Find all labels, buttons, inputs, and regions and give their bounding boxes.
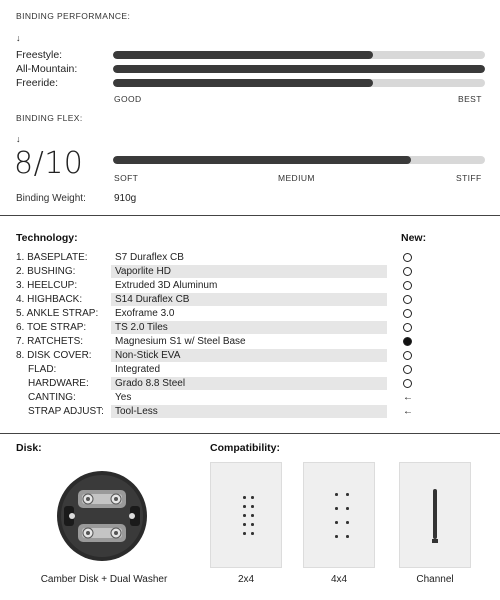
disk-heading: Disk: <box>16 442 42 454</box>
technology-label: CANTING: <box>28 392 76 403</box>
rating-bar-freeride <box>113 79 485 87</box>
new-heading: New: <box>401 232 427 244</box>
compat-caption-2x4: 2x4 <box>237 574 255 585</box>
open-circle-icon <box>403 253 412 262</box>
technology-value: S7 Duraflex CB <box>115 252 184 263</box>
open-circle-icon <box>403 351 412 360</box>
technology-label: 3. HEELCUP: <box>16 280 78 291</box>
open-circle-icon <box>403 379 412 388</box>
compat-caption-channel: Channel <box>416 574 454 585</box>
technology-value: Integrated <box>115 364 161 375</box>
technology-row <box>0 335 500 349</box>
technology-value: Grado 8.8 Steel <box>115 378 186 389</box>
technology-label: 7. RATCHETS: <box>16 336 84 347</box>
technology-value: Tool-Less <box>115 406 158 417</box>
open-circle-icon <box>403 323 412 332</box>
rating-label-freestyle: Freestyle: <box>16 49 63 61</box>
filled-circle-icon <box>403 337 412 346</box>
technology-label: 2. BUSHING: <box>16 266 76 277</box>
open-circle-icon <box>403 267 412 276</box>
open-circle-icon <box>403 281 412 290</box>
rating-bar-all-mountain <box>113 65 485 73</box>
technology-label: HARDWARE: <box>28 378 89 389</box>
flex-heading: BINDING FLEX: <box>16 113 83 123</box>
open-circle-icon <box>403 365 412 374</box>
technology-value: Non-Stick EVA <box>115 350 181 361</box>
technology-row <box>0 349 500 363</box>
technology-heading: Technology: <box>16 232 78 244</box>
scale-low-label: GOOD <box>114 94 142 104</box>
weight-label: Binding Weight: <box>16 193 86 204</box>
flex-bar-fill <box>113 156 411 164</box>
rating-bar-fill <box>113 65 485 73</box>
technology-label: 5. ANKLE STRAP: <box>16 308 99 319</box>
technology-label: FLAD: <box>28 364 57 375</box>
technology-row <box>0 279 500 293</box>
technology-value: Vaporlite HD <box>115 266 171 277</box>
technology-value: Magnesium S1 w/ Steel Base <box>115 336 246 347</box>
technology-value: Exoframe 3.0 <box>115 308 175 319</box>
technology-row <box>0 321 500 335</box>
flex-value: 8/10 <box>14 146 84 181</box>
flex-scale-low: SOFT <box>114 173 139 183</box>
section-divider <box>0 433 500 434</box>
down-arrow-icon: ↓ <box>16 134 21 144</box>
weight-value: 910g <box>114 193 137 204</box>
technology-label: 6. TOE STRAP: <box>16 322 87 333</box>
rating-bar-fill <box>113 51 373 59</box>
compat-caption-4x4: 4x4 <box>330 574 348 585</box>
disk-caption: Camber Disk + Dual Washer <box>40 574 168 585</box>
technology-value: Extruded 3D Aluminum <box>115 280 218 291</box>
compatibility-heading: Compatibility: <box>210 442 280 454</box>
flex-scale-high: STIFF <box>456 173 482 183</box>
technology-row <box>0 307 500 321</box>
technology-label: STRAP ADJUST: <box>28 406 104 417</box>
technology-row <box>0 251 500 265</box>
rating-bar-freestyle <box>113 51 485 59</box>
section-divider <box>0 215 500 216</box>
scale-high-label: BEST <box>458 94 482 104</box>
technology-label: 8. DISK COVER: <box>16 350 92 361</box>
compat-4x4-diagram <box>303 462 375 568</box>
rating-label-freeride: Freeride: <box>16 77 59 89</box>
row-shade <box>111 391 387 404</box>
technology-row <box>0 391 500 405</box>
open-circle-icon <box>403 309 412 318</box>
down-arrow-icon: ↓ <box>16 33 21 43</box>
technology-row <box>0 363 500 377</box>
technology-row <box>0 405 500 419</box>
technology-label: 4. HIGHBACK: <box>16 294 83 305</box>
rating-label-all-mountain: All-Mountain: <box>16 63 78 75</box>
technology-value: Yes <box>115 392 132 403</box>
camber-disk-image <box>56 470 148 562</box>
performance-heading: BINDING PERFORMANCE: <box>16 11 131 21</box>
flex-scale-mid: MEDIUM <box>278 173 315 183</box>
technology-value: S14 Duraflex CB <box>115 294 190 305</box>
technology-row <box>0 293 500 307</box>
left-arrow-icon: ← <box>403 406 413 417</box>
technology-row <box>0 265 500 279</box>
technology-row <box>0 377 500 391</box>
technology-value: TS 2.0 Tiles <box>115 322 168 333</box>
flex-bar <box>113 156 485 164</box>
compat-2x4-diagram <box>210 462 282 568</box>
rating-bar-fill <box>113 79 373 87</box>
left-arrow-icon: ← <box>403 392 413 403</box>
open-circle-icon <box>403 295 412 304</box>
compat-channel-diagram <box>399 462 471 568</box>
technology-label: 1. BASEPLATE: <box>16 252 88 263</box>
